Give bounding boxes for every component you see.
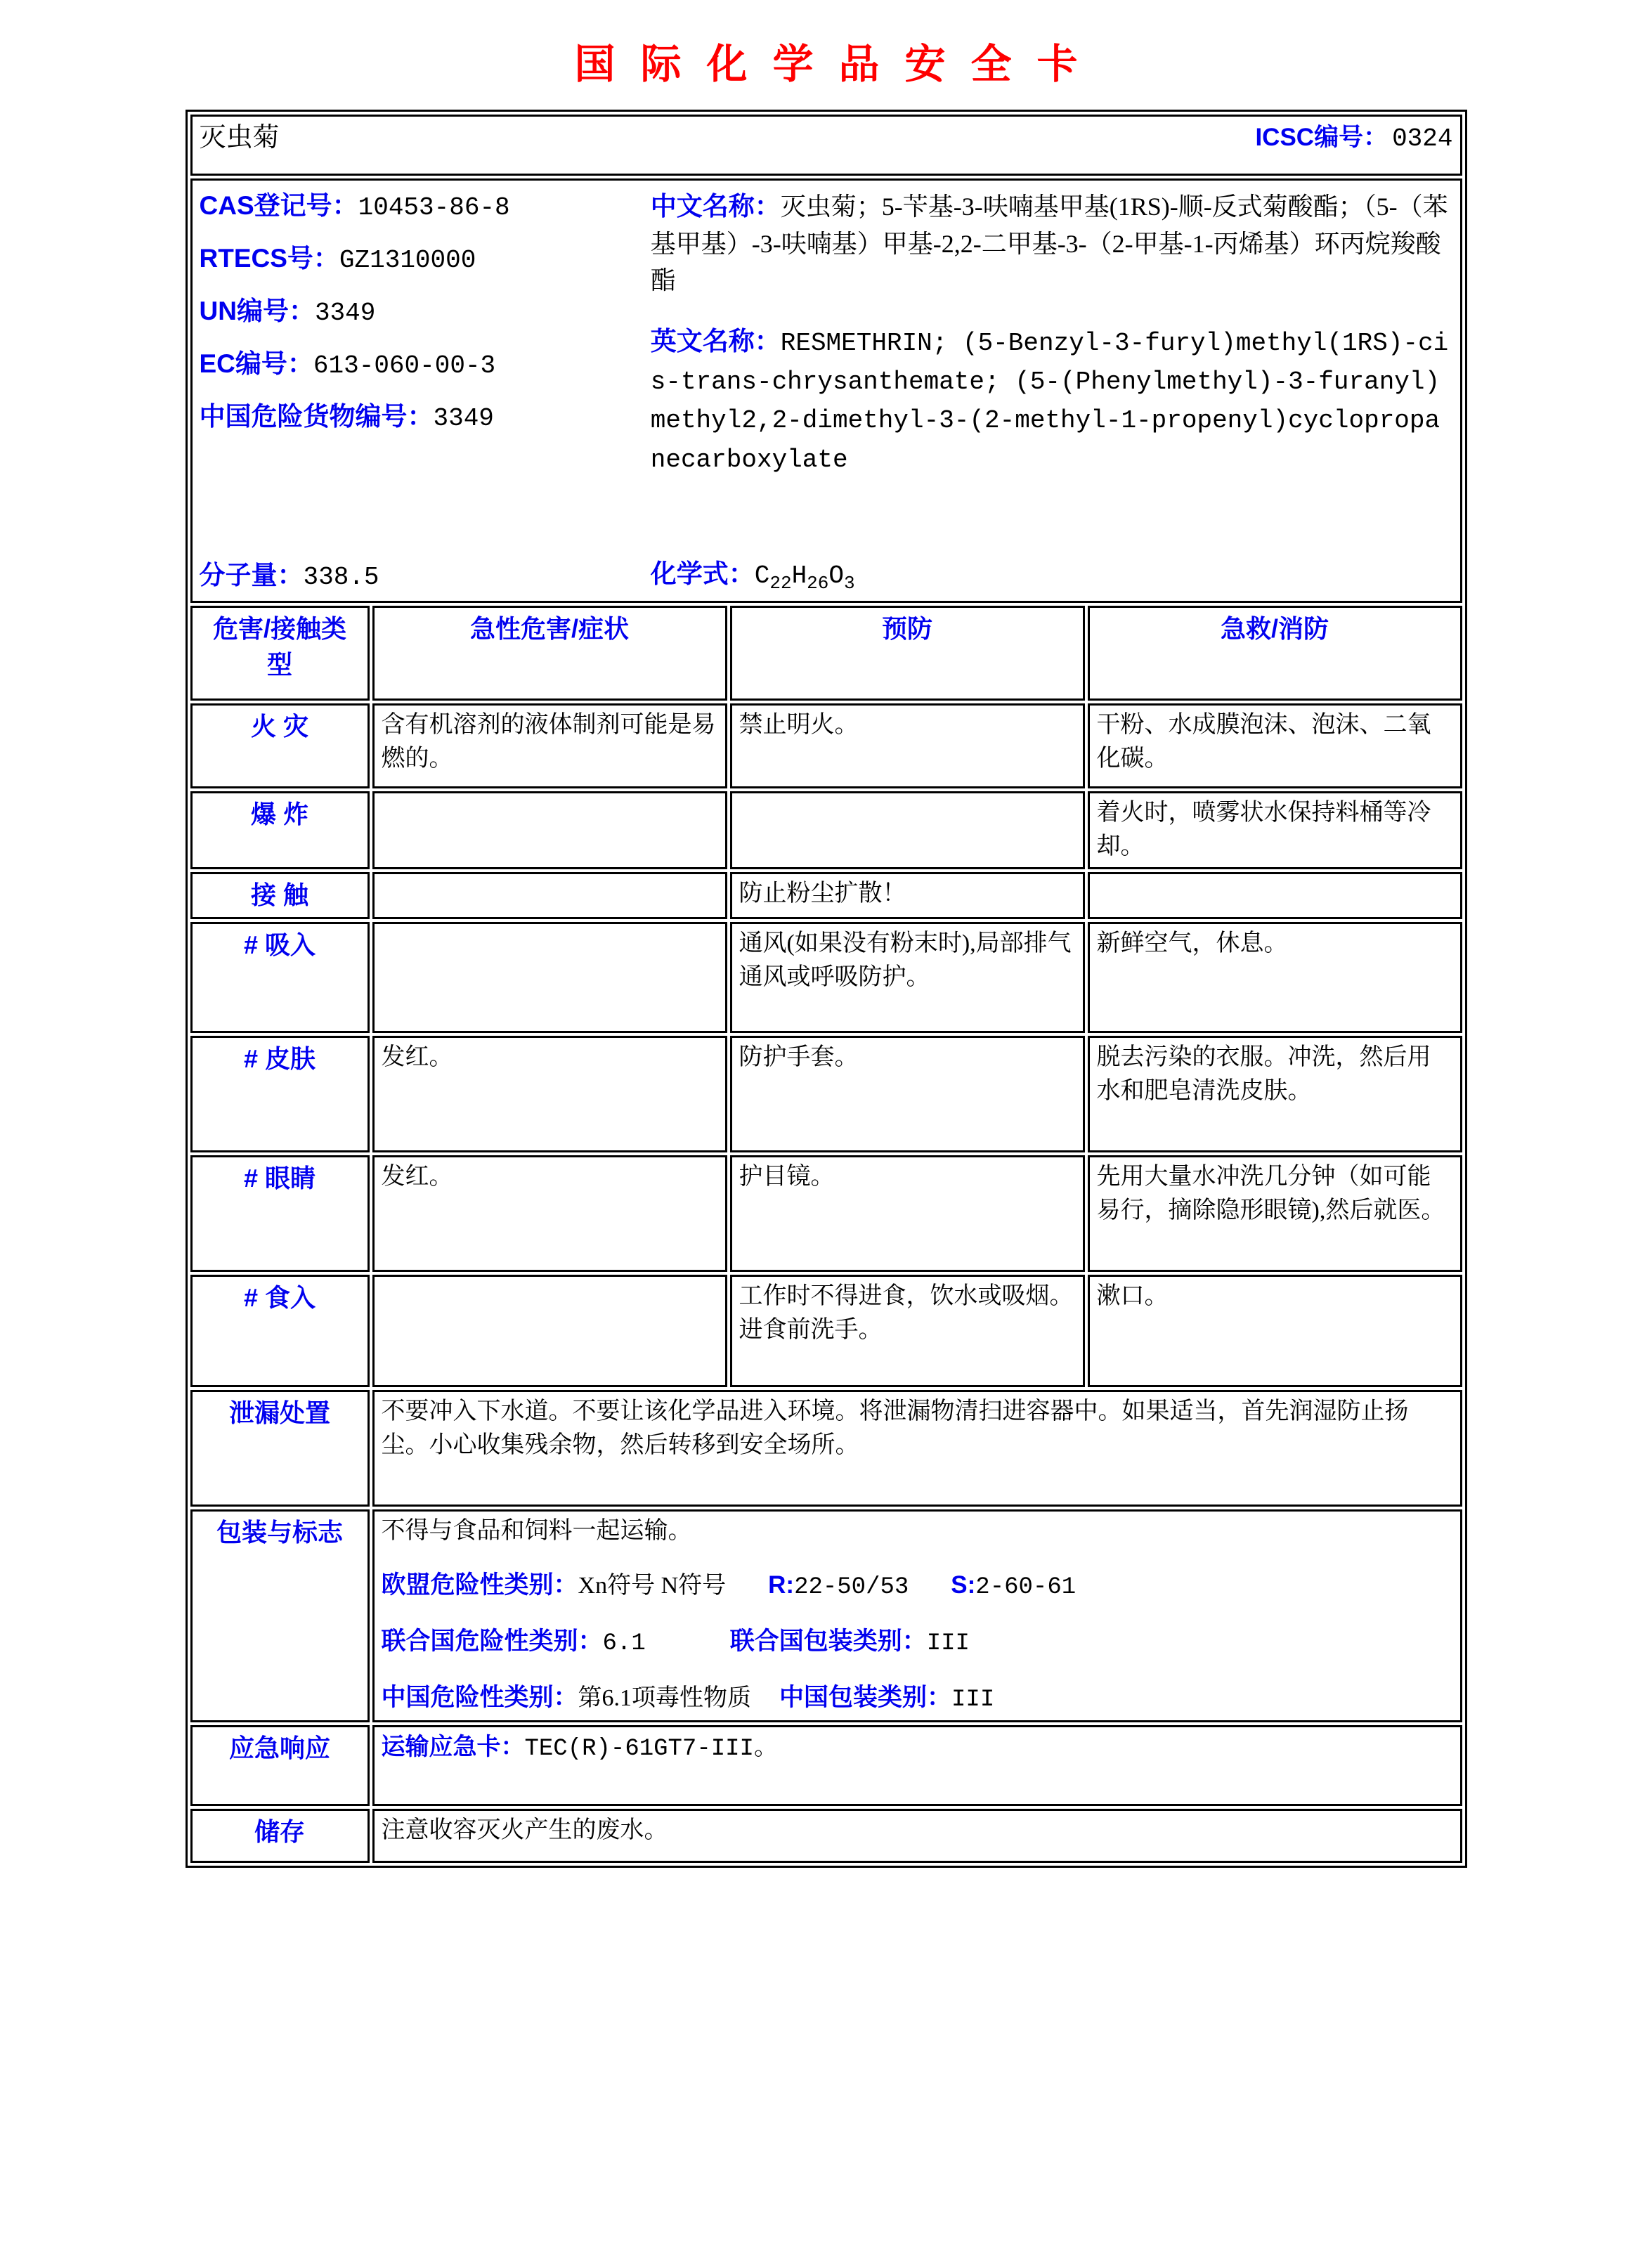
identity-cell	[190, 178, 1462, 603]
un-label: UN编号：	[199, 297, 315, 326]
chinese-name	[651, 188, 1453, 299]
prevention-cell: 工作时不得进食，饮水或吸烟。进食前洗手。	[730, 1275, 1085, 1387]
hazard-row-skin	[190, 1036, 1462, 1152]
page-title: 国际化学品安全卡	[574, 41, 1103, 87]
substance-name: 灭虫菊	[199, 123, 280, 152]
rtecs-value: GZ1310000	[339, 246, 476, 275]
symptoms-cell	[372, 1275, 727, 1387]
hazard-header-type: 危害/接触类型	[190, 606, 370, 701]
spill-text: 不要冲入下水道。不要让该化学品进入环境。将泄漏物清扫进容器中。如果适当，首先润湿防止扬尘。小心收集残余物，然后转移到安全场所。	[372, 1390, 1462, 1507]
packaging-section-label: 包装与标志	[190, 1509, 370, 1722]
symptoms-cell: 发红。	[372, 1036, 727, 1152]
hazard-type-cell: # 眼睛	[190, 1155, 370, 1272]
safety-card-table	[186, 110, 1467, 1868]
hazard-type-cell: 爆 炸	[190, 791, 370, 869]
chemical-formula-label: 化学式：	[650, 559, 755, 588]
cas-label: CAS登记号：	[199, 191, 358, 220]
cn-dangerous-goods-label: 中国危险货物编号：	[199, 402, 434, 431]
identifier-cas	[200, 188, 651, 226]
rtecs-label: RTECS号：	[199, 244, 339, 273]
hazard-header-response: 急救/消防	[1088, 606, 1462, 701]
hazard-type-cell: # 食入	[190, 1275, 370, 1387]
eu-class-value: Xn符号 N符号	[578, 1572, 727, 1599]
identifier-rtecs	[200, 240, 651, 278]
response-cell: 先用大量水冲洗几分钟（如可能易行，摘除隐形眼镜),然后就医。	[1088, 1155, 1462, 1272]
symptoms-cell	[372, 922, 727, 1033]
response-cell: 漱口。	[1088, 1275, 1462, 1387]
hazard-header-prevention: 预防	[730, 606, 1085, 701]
response-cell: 新鲜空气，休息。	[1088, 922, 1462, 1033]
emergency-section-label: 应急响应	[190, 1725, 370, 1806]
hazard-type-cell: # 吸入	[190, 922, 370, 1033]
response-cell: 着火时，喷雾状水保持料桶等冷却。	[1088, 791, 1462, 869]
cas-value: 10453-86-8	[358, 193, 510, 222]
symptoms-cell: 发红。	[372, 1155, 727, 1272]
english-name-label: 英文名称：	[650, 327, 781, 356]
molecular-weight-value: 338.5	[303, 562, 379, 592]
prevention-cell: 禁止明火。	[730, 703, 1085, 788]
packaging-row	[190, 1509, 1462, 1722]
identifier-un	[200, 293, 651, 331]
transport-emergency-card-label: 运输应急卡：	[381, 1733, 525, 1760]
hazard-header-row	[190, 606, 1462, 701]
prevention-cell: 防止粉尘扩散！	[730, 872, 1085, 919]
spill-section-label: 泄漏处置	[190, 1390, 370, 1507]
cn-class-line	[382, 1680, 1453, 1717]
molecular-weight	[200, 557, 651, 595]
symptoms-cell	[372, 872, 727, 919]
hazard-row-inhalation	[190, 922, 1462, 1033]
icsc-number-label: ICSC编号：	[1255, 123, 1388, 151]
storage-section-label: 储存	[190, 1809, 370, 1863]
hazard-type-cell: 火 灾	[190, 703, 370, 788]
response-cell: 脱去污染的衣服。冲洗，然后用水和肥皂清洗皮肤。	[1088, 1036, 1462, 1152]
hazard-row-fire	[190, 703, 1462, 788]
english-name	[651, 323, 1453, 479]
packaging-cell	[372, 1509, 1462, 1722]
hazard-type-cell: # 皮肤	[190, 1036, 370, 1152]
english-name-value: RESMETHRIN; (5-Benzyl-3-furyl)methyl(1RS)-cis-trans-chrysanthemate; (5-(Phenylmethyl)-3-furanyl)methyl2,2-dimethyl-3-(2-methyl-1-propenyl)cyclopropanecarboxylate	[650, 329, 1449, 474]
un-pack-value: III	[926, 1630, 970, 1658]
un-class-label: 联合国危险性类别：	[381, 1627, 603, 1656]
hazard-row-eyes	[190, 1155, 1462, 1272]
name-block	[651, 183, 1453, 598]
r-phrase-value: 22-50/53	[794, 1573, 909, 1601]
identifier-list	[200, 183, 651, 598]
un-class-value: 6.1	[602, 1630, 646, 1658]
prevention-cell: 护目镜。	[730, 1155, 1085, 1272]
molecular-weight-label: 分子量：	[199, 560, 304, 590]
cn-class-value: 第6.1项毒性物质	[578, 1685, 752, 1712]
hazard-row-ingestion	[190, 1275, 1462, 1387]
chemical-formula	[651, 556, 1453, 597]
eu-class-label: 欧盟危险性类别：	[381, 1571, 578, 1599]
identity-row	[190, 178, 1462, 603]
hazard-row-contact	[190, 872, 1462, 919]
storage-text: 注意收容灭火产生的废水。	[372, 1809, 1462, 1863]
card-header-cell	[190, 115, 1462, 176]
icsc-number	[1255, 120, 1452, 157]
emergency-cell	[372, 1725, 1462, 1806]
hazard-header-symptoms: 急性危害/症状	[372, 606, 727, 701]
symptoms-cell: 含有机溶剂的液体制剂可能是易燃的。	[372, 703, 727, 788]
transport-note: 不得与食品和饲料一起运输。	[381, 1517, 692, 1544]
hazard-row-explosion	[190, 791, 1462, 869]
s-phrase-label: S:	[951, 1571, 976, 1599]
card-header-row	[190, 115, 1462, 176]
chinese-name-value: 灭虫菊；5-苄基-3-呋喃基甲基(1RS)-顺-反式菊酸酯；（5-（苯基甲基）-3-呋喃基）甲基-2,2-二甲基-3-（2-甲基-1-丙烯基）环丙烷羧酸酯	[650, 193, 1448, 294]
prevention-cell: 防护手套。	[730, 1036, 1085, 1152]
cn-class-label: 中国危险性类别：	[381, 1684, 578, 1712]
un-pack-label: 联合国包装类别：	[729, 1627, 927, 1656]
eu-class-line	[382, 1568, 1453, 1604]
r-phrase-label: R:	[768, 1571, 795, 1599]
spill-row	[190, 1390, 1462, 1507]
un-value: 3349	[314, 299, 376, 328]
ec-value: 613-060-00-3	[313, 351, 496, 381]
s-phrase-value: 2-60-61	[975, 1573, 1077, 1601]
identifier-ec	[200, 346, 651, 384]
symptoms-cell	[372, 791, 727, 869]
transport-emergency-card-value: TEC(R)-61GT7-III。	[524, 1735, 778, 1762]
identifier-cn-dangerous-goods	[200, 398, 651, 436]
cn-pack-value: III	[951, 1687, 995, 1714]
cn-pack-label: 中国包装类别：	[779, 1684, 952, 1712]
ec-label: EC编号：	[199, 349, 313, 379]
storage-row	[190, 1809, 1462, 1863]
chinese-name-label: 中文名称：	[650, 192, 781, 221]
hazard-type-cell: 接 触	[190, 872, 370, 919]
prevention-cell	[730, 791, 1085, 869]
cn-dangerous-goods-value: 3349	[433, 404, 494, 434]
chemical-formula-value: $C_{22}H_{26}O_3$	[754, 561, 855, 594]
response-cell	[1088, 872, 1462, 919]
icsc-number-value: 0324	[1392, 124, 1453, 153]
response-cell: 干粉、水成膜泡沫、泡沫、二氧化碳。	[1088, 703, 1462, 788]
emergency-row	[190, 1725, 1462, 1806]
prevention-cell: 通风(如果没有粉末时),局部排气通风或呼吸防护。	[730, 922, 1085, 1033]
un-class-line	[382, 1624, 1453, 1661]
